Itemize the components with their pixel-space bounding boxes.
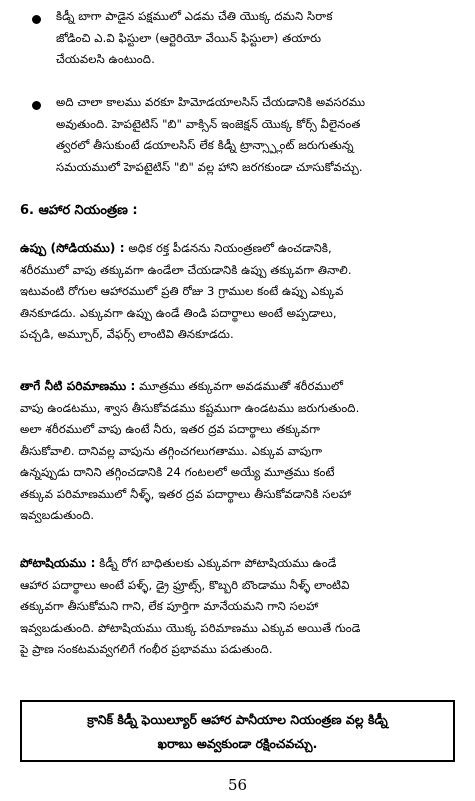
bullet-item-hepatitis [20,92,460,182]
paragraph-water [20,376,460,527]
bullet-icon [32,101,41,110]
paragraph-lead: పోటాషియము : [20,556,96,570]
page-number: 56 [227,776,248,794]
paragraph-body: అధిక రక్త పీడనను నియంత్రణలో ఉంచడానికి, శరీరములో వాపు తక్కువగా ఉండేలా చేయడానికి ఉప్పు తక్కువగా తినాలి. ఇటువంటి రోగుల ఆహారములో ప్రతి రోజు 3 గ్రాముల కంటే ఉప్పు ఎక్కువ తినకూడదు. ఎక్కువగా ఉప్పు ఉండే తిండి పదార్థాలు అంటే అప్పడాలు, పచ్చడి, అమ్చూర్, వేఫర్స్ లాంటివి తినకూడదు. [20,241,352,341]
paragraph-lead: తాగే నీటి పరిమాణము : [20,379,136,393]
paragraph-body: మూత్రము తక్కువగా అవడముతో శరీరములో వాపు ఉండటము, శ్వాస తీసుకోవడము కష్టముగా ఉండటము జరుగుతుంది. అలా శరీరములో వాపు ఉంటే నీరు, ఇతర ద్రవ పదార్థాలు తక్కువగా తీసుకోవాలి. దానివల్ల వాపును తగ్గించగలుగతాము. ఎక్కువ వాపుగా ఉన్నప్పుడు దానిని తగ్గించడానికి 24 గంటలలో అయ్యే మూత్రము కంటే తక్కువ పరిమాణములో నీళ్ళ్, ఇతర ద్రవ పదార్థాలు తీసుకోవడానికి సలహా ఇవ్వబడుతుంది. [20,379,360,522]
section-heading: 6. ఆహార నియంత్రణ : [20,203,138,218]
note-box: క్రానిక్ కిడ్నీ ఫెయిల్యూర్ ఆహార పానీయాల నియంత్రణ వల్ల కిడ్నీ ఖరాబు అవ్వకుండా రక్షించవచ్చు. [20,700,455,762]
paragraph-lead: ఉప్పు (సోడియము) : [20,241,125,255]
paragraph-salt [20,238,460,346]
paragraph-body: కిడ్నీ రోగ బాధితులకు ఎక్కువగా పోటాషియము ఉండే ఆహార పదార్థాలు అంటే పళ్ళ్, డ్రై ఫ్రూట్స్, కొబ్బరి బొండాము నీళ్ళ్ లాంటివి తక్కువగా తీసుకోమని గాని, లేక పూర్తిగా మానేయమని గాని సలహా ఇవ్వబడుతుంది. పోటాషియము యొక్క పరిమాణము ఎక్కువ అయితే గుండె పై ప్రాణ సంకటమవ్వగలిగే గంభీర ప్రభావము పడుతుంది. [20,556,361,656]
bullet-text: అది చాలా కాలము వరకూ హిమోడయాలసిస్ చేయడానికి అవసరము అవుతుంది. హెపటైటిస్ "బి" వాక్సిన్ ఇంజెక్షన్ యొక్క కోర్స్ వీలైనంత త్వరలో తీసుకుంటే డయాలసిస్ లేక కిడ్నీ ట్రాన్స్ప్లాంట్ జరుగుతున్న సమయములో హెపటైటిస్ "బి" వల్ల హాని జరగకుండా చూసుకోవచ్చు. [56,95,366,174]
bullet-text: కిడ్నీ బాగా పాడైన పక్షములో ఎడమ చేతి యొక్క దమని సిరాక జోడించి ఎ.వి ఫిస్టులా (ఆర్టెరియో వేయిన్ ఫిస్టులా) తయారు చేయవలసి ఉంటుంది. [56,9,333,66]
bullet-icon [32,15,41,24]
bullet-item-fistula [20,6,460,72]
paragraph-potassium [20,553,460,661]
